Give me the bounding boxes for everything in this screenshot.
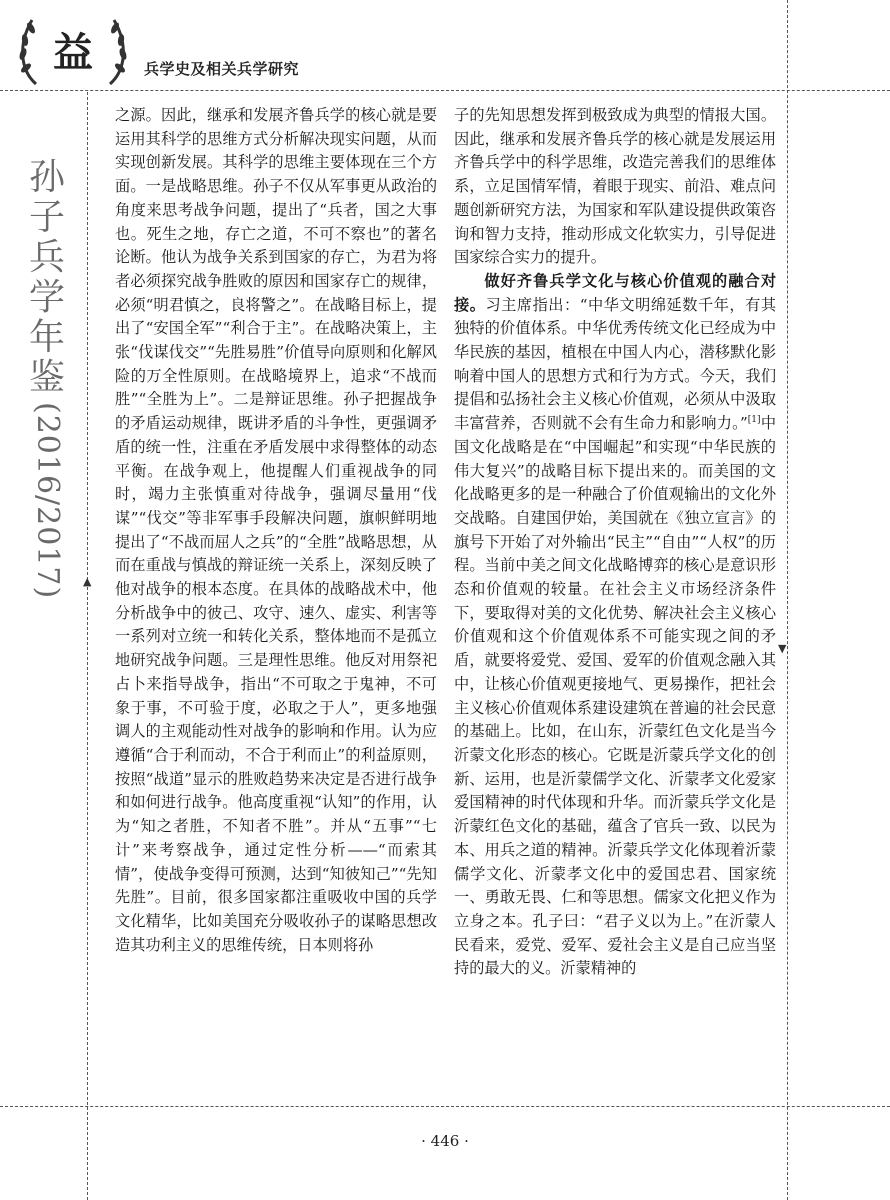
page-number: · 446 · — [421, 1132, 469, 1150]
yearbook-logo — [14, 10, 132, 92]
side-title-char: 子 — [28, 197, 65, 238]
svg-text:益: 益 — [53, 29, 93, 76]
triangle-up-icon: ▲ — [83, 575, 92, 588]
header-divider-line — [0, 90, 890, 91]
quote-text: 习主席指出：“中华文明绵延数千年，有其独特的价值体系。中华优秀传统文化已经成为中华民族的基因，植根在中国人内心，潜移默化影响着中国人的思想方式和行为方式。今天，我们提倡和弘扬社会主义核心价值观，必须从中汲取丰富营养，否则就不会有生命力和影响力。” — [454, 295, 776, 433]
running-header-title: 兵学史及相关兵学研究 — [144, 60, 300, 78]
body-paragraph: 子的先知思想发挥到极致成为典型的情报大国。因此，继承和发展齐鲁兵学的核心就是发展运用齐鲁兵学中的科学思维，改造完善我们的思维体系，立足国情军情，着眼于现实、前沿、难点问题创新研究方法，为国家和军队建设提供政策咨询和智力支持，推动形成文化软实力，引导促进国家综合实力的提升。 — [454, 106, 776, 267]
body-paragraph: 之源。因此，继承和发展齐鲁兵学的核心就是要运用其科学的思维方式分析解决现实问题，从而实现创新发展。其科学的思维主要体现在三个方面。一是战略思维。孙子不仅从军事更从政治的角度来思考战争问题，提出了“兵者，国之大事也。死生之地，存亡之道，不可不察也”的著名论断。他认为战争关系到国家的存亡，为君为将者必须探究战争胜败的原因和国家存亡的规律，必须“明君慎之，良将警之”。在战略目标上，提出了“安国全军”“利合于主”。在战略决策上，主张“伐谋伐交”“先胜易胜”价值导向原则和化解风险的万全性原则。在战略境界上，追求“不战而胜”“全胜为上”。二是辩证思维。孙子把握战争的矛盾运动规律，既讲矛盾的斗争性，更强调矛盾的统一性，注重在矛盾发展中求得整体的动态平衡。在战争观上，他提醒人们重视战争的同时，竭力主张慎重对待战争，强调尽量用“伐谋”“伐交”等非军事手段解决问题，旗帜鲜明地提出了“不战而屈人之兵”的“全胜”战略思想，从而在重战与慎战的辩证统一关系上，深刻反映了他对战争的根本态度。在具体的战略战术中，他分析战争中的彼己、攻守、速久、虚实、利害等一系列对立统一和转化关系，整体地而不是孤立地研究战争问题。三是理性思维。他反对用祭祀占卜来指导战争，指出“不可取之于鬼神，不可象于事，不可验于度，必取之于人”，更多地强调人的主观能动性对战争的影响和作用。认为应遵循“合于利而动，不合于利而止”的利益原则，按照“战道”显示的胜败趋势来决定是否进行战争和如何进行战争。他高度重视“认知”的作用，认为“知之者胜，不知者不胜”。并从“五事”“七计”来考察战争，通过定性分析——“而索其情”，使战争变得可预测，达到“知彼知己”“先知先胜”。目前，很多国家都注重吸收中国的兵学文化精华，比如美国充分吸收孙子的谋略思想改造其功利主义的思维传统，日本则将孙 — [115, 106, 437, 954]
citation-marker: [1] — [747, 415, 761, 426]
side-title-char: 鉴 — [28, 357, 65, 398]
body-paragraph — [454, 270, 776, 981]
left-margin-guide — [87, 92, 88, 1200]
side-title-year: (2016/2017) — [30, 402, 65, 600]
side-title-char: 年 — [28, 317, 65, 358]
section-heading: 做好齐鲁兵学文化与核心价值观的融合对接。 — [454, 271, 776, 314]
body-text: 中国文化战略是在“中国崛起”和实现“中华民族的伟大复兴”的战略目标下提出来的。而美国的文化战略更多的是一种融合了价值观输出的文化外交战略。自建国伊始，美国就在《独立宣言》的旗号下开始了对外输出“民主”“自由”“人权”的历程。当前中美之间文化战略博弈的核心是意识形态和价值观的较量。在社会主义市场经济条件下，要取得对美的文化优势、解决社会主义核心价值观和这个价值观体系不可能实现之间的矛盾，就要将爱党、爱国、爱军的价值观念融入其中，让核心价值观更接地气、更易操作，把社会主义核心价值观体系建设建筑在普遍的社会民意的基础上。比如，在山东，沂蒙红色文化是当今沂蒙文化形态的核心。它既是沂蒙兵学文化的创新、运用，也是沂蒙儒学文化、沂蒙孝文化爱家爱国精神的时代体现和升华。而沂蒙兵学文化是沂蒙红色文化的基础，蕴含了官兵一致、以民为本、用兵之道的精神。沂蒙兵学文化体现着沂蒙儒学文化、沂蒙孝文化中的爱国忠君、国家统一、勇敢无畏、仁和等思想。儒家文化把义作为立身之本。孔子曰：“君子义以为上。”在沂蒙人民看来，爱党、爱军、爱社会主义是自己应当坚持的最大的义。沂蒙精神的 — [454, 414, 776, 978]
side-title-char: 学 — [28, 277, 65, 318]
right-text-column — [454, 104, 776, 1104]
left-text-column — [115, 104, 437, 1104]
triangle-down-icon: ▼ — [778, 642, 787, 655]
side-title-char: 兵 — [28, 237, 65, 278]
yearbook-side-title — [22, 158, 72, 628]
footer-divider-line — [0, 1106, 890, 1107]
side-title-char: 孙 — [28, 157, 65, 198]
right-margin-guide — [787, 0, 788, 1200]
